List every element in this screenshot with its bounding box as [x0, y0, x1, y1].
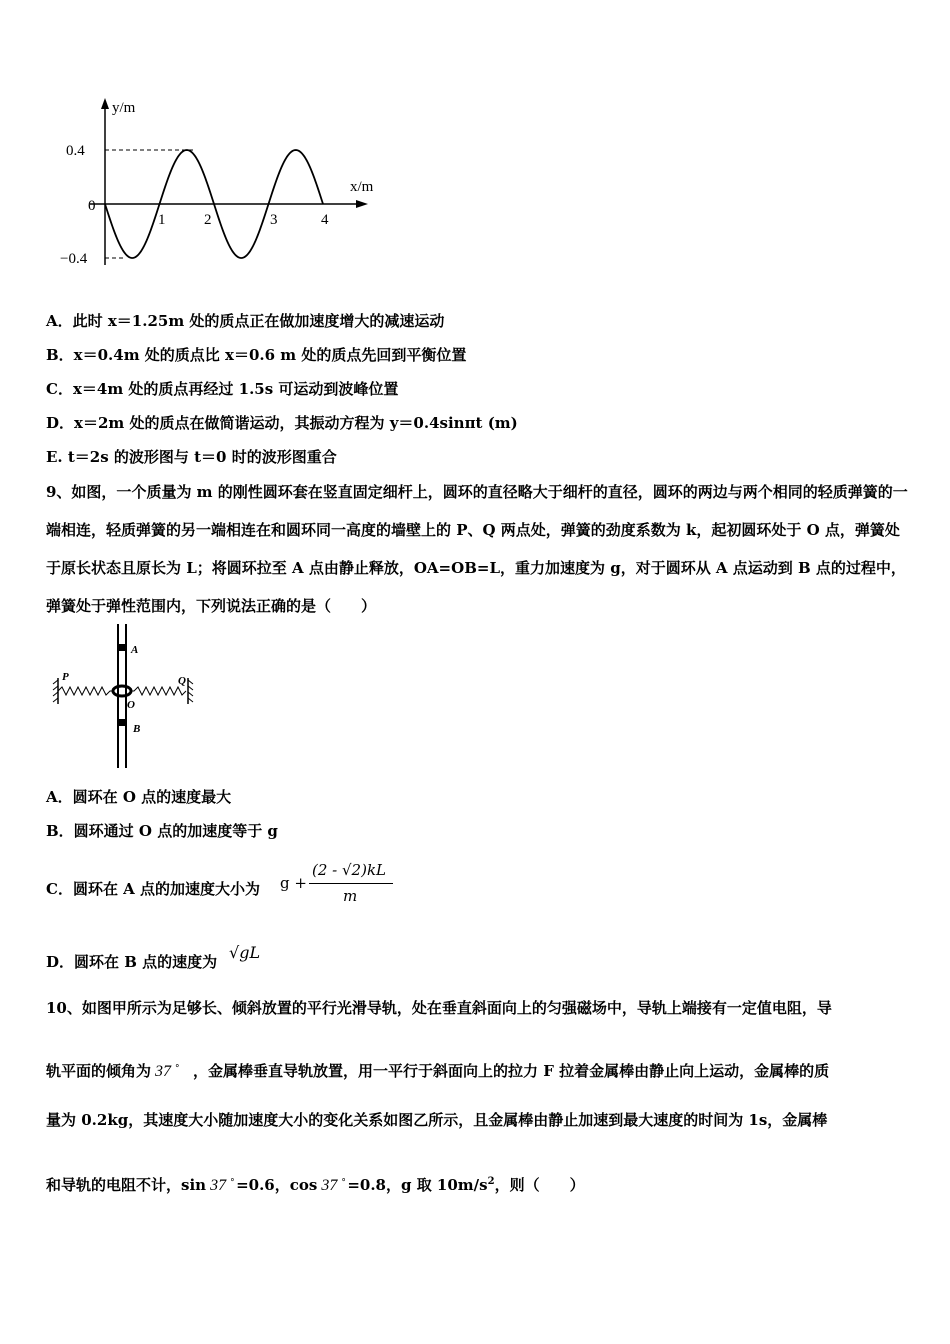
q10-line-4	[46, 1172, 585, 1195]
label-o: O	[127, 699, 135, 711]
q10-line-2a: 轨平面的倾角为	[46, 1062, 152, 1080]
y-tick-zero: 0	[88, 198, 96, 214]
q8-option-c: C．x＝4m 处的质点再经过 1.5s 可运动到波峰位置	[46, 380, 399, 398]
q9-text: 9、如图，一个质量为 m 的刚性圆环套在竖直固定细杆上，圆环的直径略大于细杆的直径，圆环的两边与两个相同的轻质弹簧的一端相连，轻质弹簧的另一端相连在和圆环同一高度的墙壁上的 P、Q 两点处，弹簧的劲度系数为 k，起初圆环处于 O 点，弹簧处于原长状态且原长为 L；将圆环拉至 A 点由静止释放，OA=OB=L，重力加速度为 g，对于圆环从 A 点运动到 B 点的过程中，弹簧处于弹性范围内，下列说法正确的是（ ）	[46, 483, 908, 615]
x-tick-2: 2	[204, 212, 212, 228]
q10-sin-deg: °	[230, 1178, 235, 1188]
y-tick-bottom: −0.4	[60, 251, 88, 267]
x-axis-label: x/m	[350, 179, 374, 195]
q8-option-b: B．x＝0.4m 处的质点比 x＝0.6 m 处的质点先回到平衡位置	[46, 346, 467, 364]
marker-a	[118, 644, 126, 651]
q9-option-d-text: D．圆环在 B 点的速度为	[46, 953, 218, 971]
spring-right	[130, 687, 186, 695]
marker-b	[118, 719, 126, 726]
q8-option-e: E. t＝2s 的波形图与 t＝0 时的波形图重合	[46, 448, 337, 466]
label-a: A	[131, 644, 139, 656]
q9-option-d	[46, 952, 217, 972]
q10-line-3: 量为 0.2kg，其速度大小随加速度大小的变化关系如图乙所示，且金属棒由静止加速到最大速度的时间为 1s，金属棒	[46, 1111, 828, 1129]
x-axis-arrow	[356, 200, 368, 208]
q10-line-2b: ，金属棒垂直导轨放置，用一平行于斜面向上的拉力 F 拉着金属棒由静止向上运动，金属棒的质	[193, 1062, 830, 1080]
q10-cos-deg: °	[341, 1178, 346, 1188]
q9-option-c-text: C．圆环在 A 点的加速度大小为	[46, 880, 261, 898]
q10-squared: 2	[487, 1176, 495, 1187]
q9-option-d-formula: √gL	[229, 943, 261, 962]
q10-line-4a: 和导轨的电阻不计，sin	[46, 1176, 207, 1194]
y-axis-label: y/m	[112, 100, 136, 116]
x-tick-3: 3	[270, 212, 278, 228]
q10-cos-angle: 37	[321, 1177, 338, 1194]
q9-option-c-fraction-bar	[309, 883, 393, 884]
q9-option-b: B．圆环通过 O 点的加速度等于 g	[46, 822, 278, 840]
q10-line-2	[46, 1061, 829, 1081]
y-axis-arrow	[101, 98, 109, 109]
q8-option-d: D．x＝2m 处的质点在做简谐运动，其振动方程为 y＝0.4sinπt (m)	[46, 414, 518, 432]
y-tick-top: 0.4	[66, 143, 85, 159]
q10-line-1: 10、如图甲所示为足够长、倾斜放置的平行光滑导轨，处在垂直斜面向上的匀强磁场中，导轨上端接有一定值电阻，导	[46, 999, 832, 1017]
label-b: B	[133, 723, 141, 735]
ring-spring-diagram	[50, 622, 200, 770]
q10-line-4d: ，则（ ）	[494, 1176, 585, 1194]
q9-option-c-formula-prefix: g +	[280, 874, 307, 892]
q10-deg: °	[175, 1064, 180, 1074]
q8-option-a: A．此时 x＝1.25m 处的质点正在做加速度增大的减速运动	[46, 312, 445, 330]
q10-line-4b: =0.6，cos	[236, 1176, 318, 1194]
x-tick-4: 4	[321, 212, 329, 228]
label-q: Q	[178, 675, 186, 687]
q10-line-4c: =0.8，g 取 10m/s	[347, 1176, 488, 1194]
ring	[113, 686, 131, 696]
q9-option-c-formula-den: m	[343, 887, 358, 905]
q9-option-c	[46, 879, 260, 899]
x-tick-1: 1	[158, 212, 166, 228]
spring-left	[58, 687, 114, 695]
wave-graph	[60, 95, 380, 270]
q9-option-a: A．圆环在 O 点的速度最大	[46, 788, 232, 806]
q9-option-c-formula-num: (2 - √2)kL	[312, 861, 387, 879]
q10-angle: 37	[155, 1063, 172, 1080]
label-p: P	[62, 671, 69, 683]
q10-sin-angle: 37	[210, 1177, 227, 1194]
